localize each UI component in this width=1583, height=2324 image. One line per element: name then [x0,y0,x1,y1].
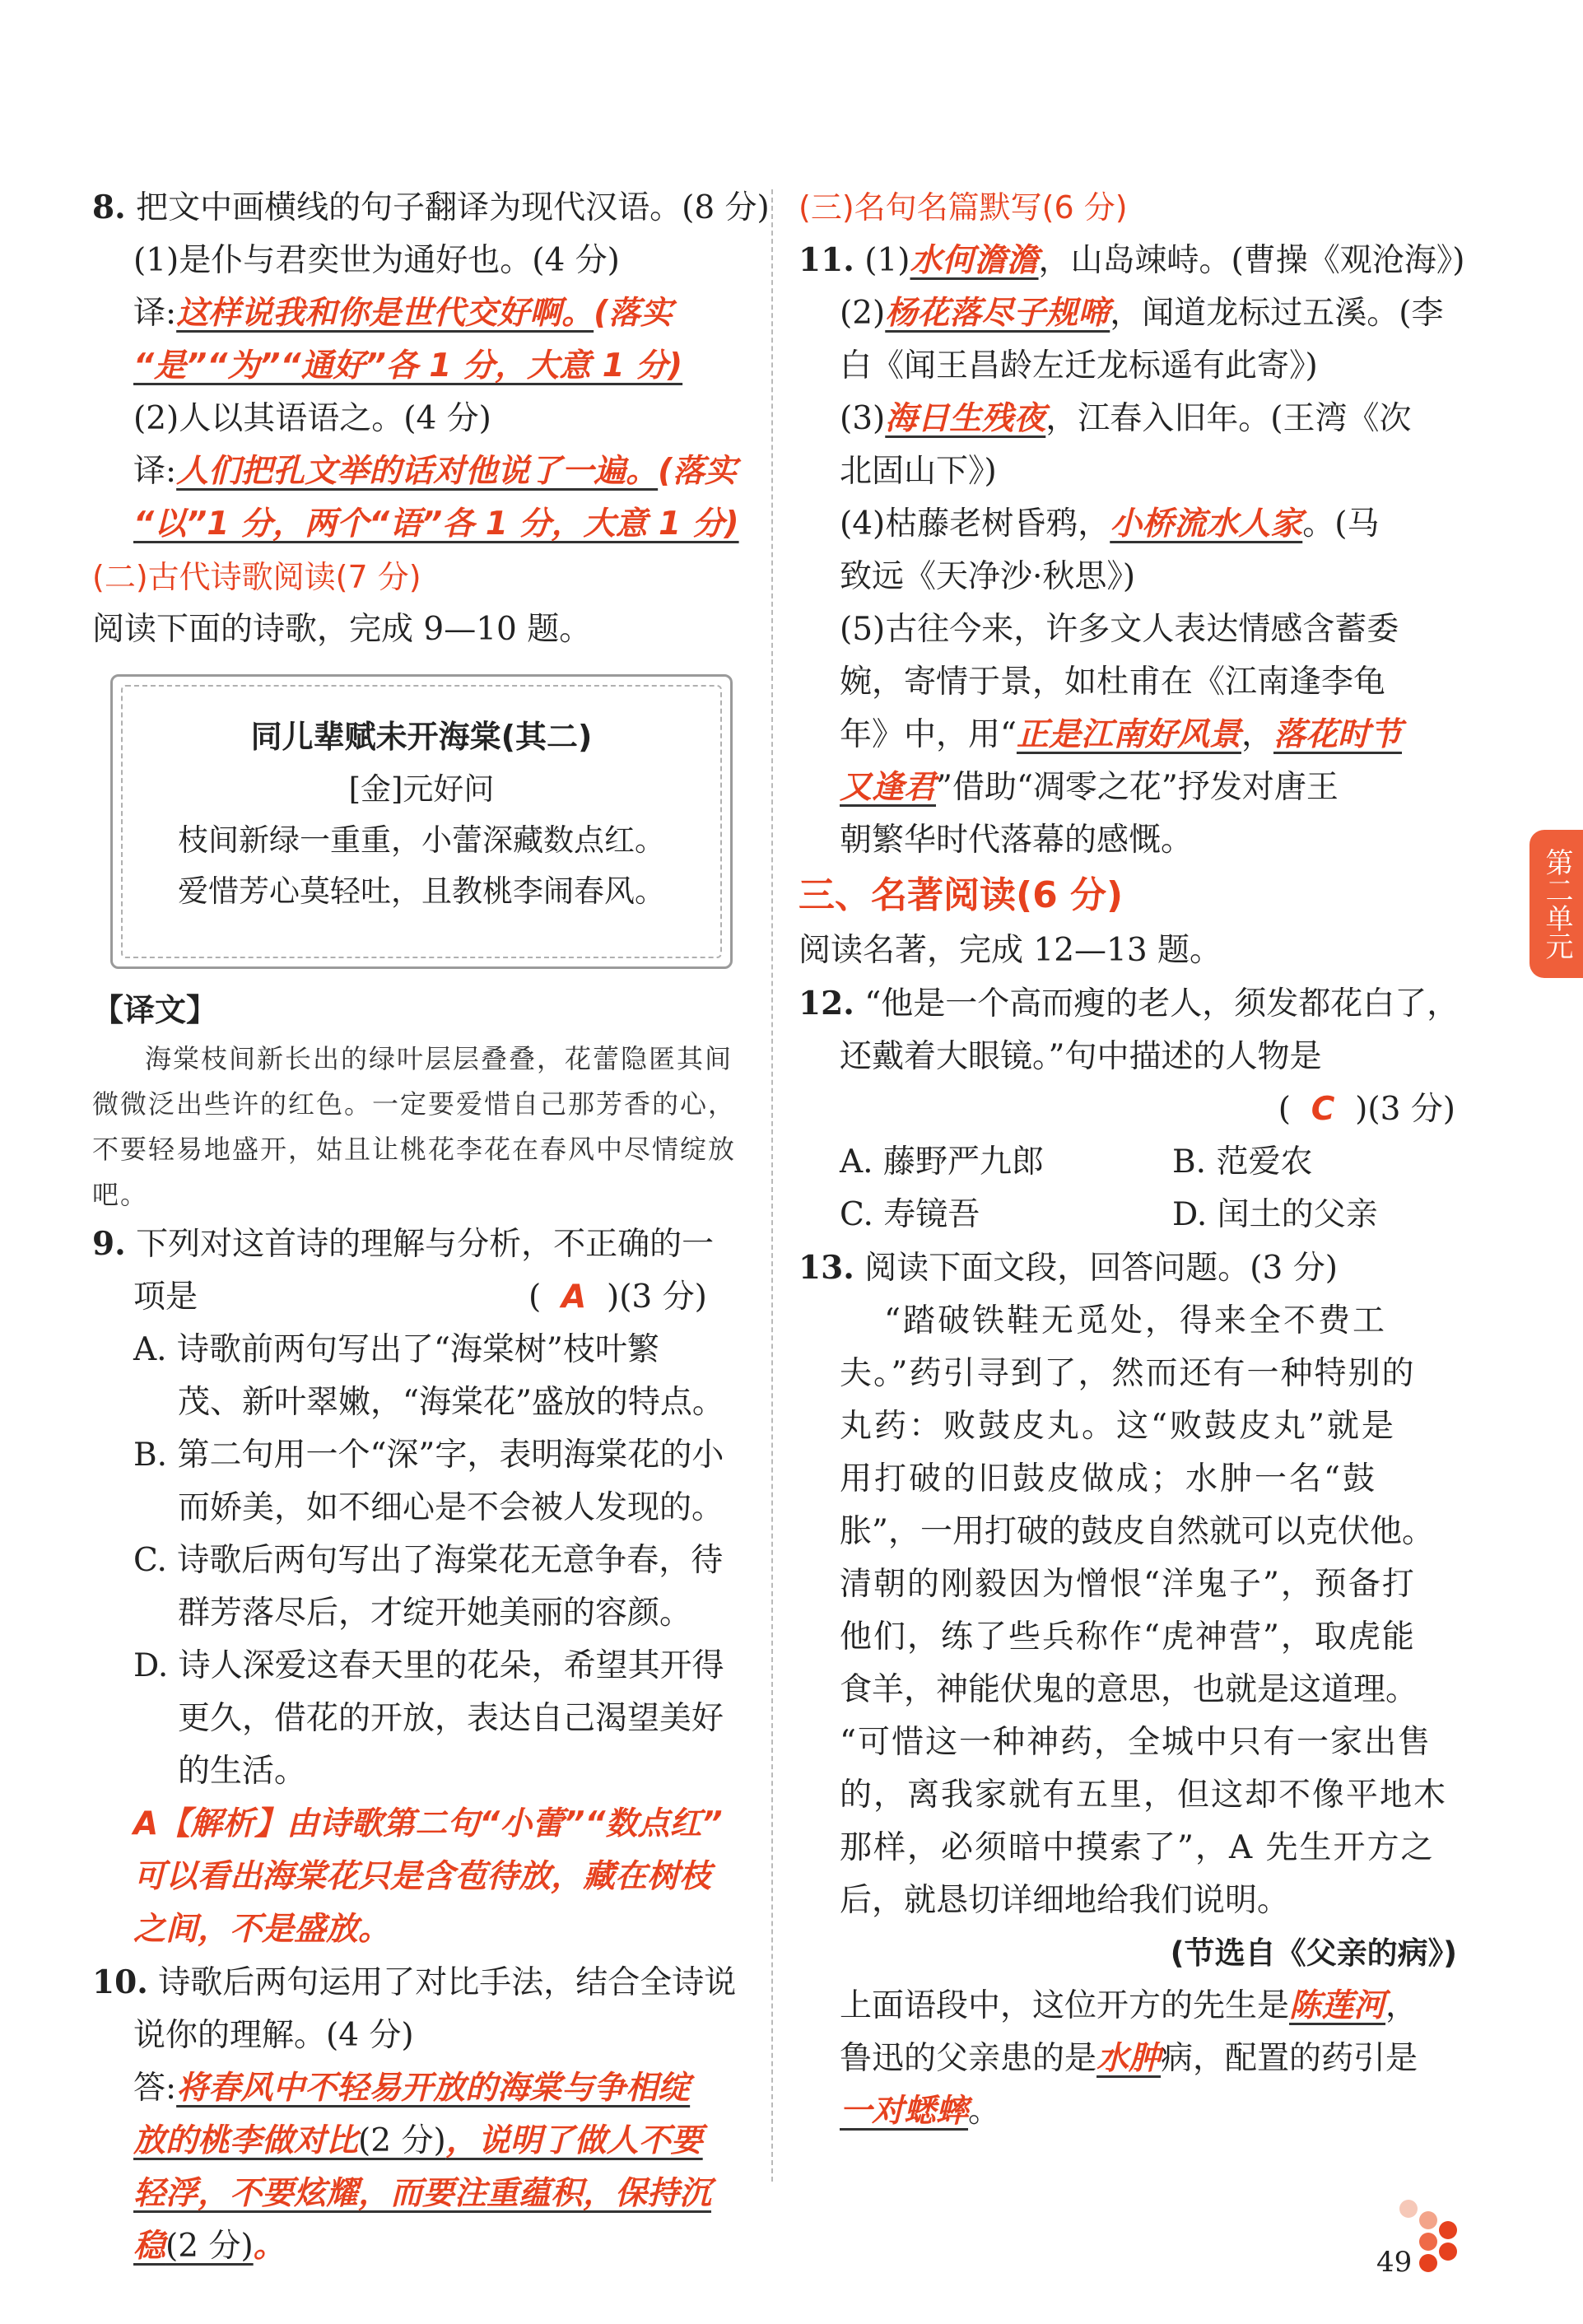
q8-ans2: 译:人们把孔文举的话对他说了一遍。(落实 [133,453,737,490]
q10-answer-3: 轻浮，不要炫耀，而要注重蕴积，保持沉 [133,2175,712,2212]
q9-option-b: B. 第二句用一个“深”字，表明海棠花的小 [133,1437,724,1474]
q13-passage-12: 后，就恳切详细地给我们说明。 [840,1882,1290,1919]
q11-item3-cont: 北固山下》) [840,453,997,490]
q9-option-a: A. 诗歌前两句写出了“海棠树”枝叶繁 [133,1331,659,1368]
decor-dot-1 [1399,2200,1418,2218]
decor-dot-5 [1439,2242,1457,2261]
q12-options-row2: C. 寿镜吾 D. 闰土的父亲 [840,1196,1378,1233]
poem-line-1: 枝间新绿一重重，小蕾深藏数点红。 [178,822,665,858]
column-divider [771,189,773,2182]
page-number: 49 [1376,2246,1413,2279]
right-column [798,181,1465,2138]
q13-question-3: 一对蟋蟀。 [840,2093,1001,2130]
poem-box [110,674,733,969]
left-column [92,181,770,2273]
poem-content [113,710,730,917]
q13-passage-10: 的，离我家就有五里，但这却不像平地木 [840,1777,1448,1814]
q9-option-d-cont: 更久，借花的开放，表达自己渴望美好 [178,1700,724,1737]
q9-option-d: D. 诗人深爱这春天里的花朵，希望其开得 [133,1647,724,1684]
q11-item5-l4: 又逢君”借助“凋零之花”抒发对唐王 [840,769,1339,806]
poem-title: 同儿辈赋未开海棠(其二) [250,719,593,755]
q8-sub1: (1)是仆与君奕世为通好也。(4 分) [133,242,620,279]
q13-passage-11: 那样，必须暗中摸索了”，A 先生开方之 [840,1829,1435,1866]
decor-dot-2 [1419,2211,1437,2229]
q13-source: (节选自《父亲的病》) [1170,1935,1457,1971]
q9-option-a-cont: 茂、新叶翠嫩，“海棠花”盛放的特点。 [178,1384,724,1421]
q8-sub2: (2)人以其语语之。(4 分) [133,400,491,437]
q13-passage-9: “可惜这一种神药，全城中只有一家出售 [840,1724,1432,1761]
q12-answer: C [1311,1091,1335,1128]
q11-item5-l5: 朝繁华时代落幕的感慨。 [840,822,1194,859]
q13-passage-2: 夫。”药引寻到了，然而还有一种特别的 [840,1355,1416,1392]
poem-author: [金]元好问 [348,771,495,807]
q13-question-2: 鲁迅的父亲患的是水肿病，配置的药引是 [840,2040,1418,2077]
q11-item5-l2: 婉，寄情于景，如杜甫在《江南逢李龟 [840,664,1386,701]
q13-question-1: 上面语段中，这位开方的先生是陈莲河， [840,1987,1418,2024]
section-book-heading: 三、名著阅读(6 分) [798,874,1124,916]
q13-passage-7: 他们，练了些兵称作“虎神营”，取虎能 [840,1618,1416,1656]
q11-item5-l1: (5)古往今来，许多文人表达情感含蓄委 [840,611,1399,648]
q9-option-c: C. 诗歌后两句写出了海棠花无意争春，待 [133,1542,724,1579]
q8-stem: 8. 把文中画横线的句子翻译为现代汉语。(8 分) [92,189,770,226]
q9-option-b-cont: 而娇美，如不细心是不会被人发现的。 [178,1489,724,1526]
book-intro: 阅读名著，完成 12—13 题。 [798,932,1222,969]
q13-passage-3: 丸药：败鼓皮丸。这“败鼓皮丸”就是 [840,1408,1396,1445]
unit-side-tab: 第二单元 [1529,830,1583,978]
q11-item4-cont: 致远《天净沙·秋思》) [840,558,1136,595]
q11-item4: (4)枯藤老树昏鸦，小桥流水人家。(马 [840,505,1380,543]
q9-option-c-cont: 群芳落尽后，才绽开她美丽的容颜。 [178,1595,692,1632]
q9-stem-cont: 项是 ( A )(3 分) [92,1271,751,1324]
q8-ans1: 译:这样说我和你是世代交好啊。(落实 [133,295,673,332]
q9-stem: 9. 下列对这首诗的理解与分析，不正确的一 [92,1225,715,1263]
section-poem-heading: (二)古代诗歌阅读(7 分) [92,559,421,595]
q11-item1: 11. (1)水何澹澹，山岛竦峙。(曹操《观沧海》) [798,241,1465,279]
decor-dot-3 [1419,2233,1437,2251]
q9-answer: A [561,1278,587,1316]
translation-text: 海棠枝间新长出的绿叶层层叠叠，花蕾隐匿其间微微泛出些许的红色。一定要爱惜自己那芳香的心，不要轻易地盛开，姑且让桃花李花在春风中尽情绽放吧。 [92,1043,737,1210]
q10-answer-1: 答:将春风中不轻易开放的海棠与争相绽 [133,2070,691,2107]
poem-intro: 阅读下面的诗歌，完成 9—10 题。 [92,611,592,648]
q9-explanation-1: A【解析】由诗歌第二句“小蕾”“数点红” [133,1805,723,1842]
q10-stem-cont: 说你的理解。(4 分) [133,2017,414,2054]
poem-line-2: 爱惜芳心莫轻吐，且教桃李闹春风。 [178,873,665,909]
q13-passage-6: 清朝的刚毅因为憎恨“洋鬼子”，预备打 [840,1566,1416,1603]
q13-passage-1: “踏破铁鞋无觅处，得来全不费工 [884,1302,1387,1339]
q8-ans2-cont: “以”1 分，两个“语”各 1 分，大意 1 分) [133,505,739,543]
decor-dot-4 [1439,2221,1457,2239]
q9-option-d-cont2: 的生活。 [178,1753,307,1790]
translation-heading: 【译文】 [92,992,218,1028]
q9-explanation-2: 可以看出海棠花只是含苞待放，藏在树枝 [133,1858,712,1895]
q11-item3: (3)海日生残夜，江春入旧年。(王湾《次 [840,400,1412,437]
q13-passage-4: 用打破的旧鼓皮做成；水肿一名“鼓 [840,1460,1377,1497]
q8-ans1-cont: “是”“为”“通好”各 1 分，大意 1 分) [133,347,683,384]
q9-answer-bracket: ( A )(3 分) [528,1278,707,1316]
q12-stem-cont: 还戴着大眼镜。”句中描述的人物是 [840,1038,1322,1075]
section-quote-heading: (三)名句名篇默写(6 分) [798,189,1128,226]
q13-passage-8: 食羊，神能伏鬼的意思，也就是这道理。 [840,1671,1418,1708]
q12-answer-bracket: ( C )(3 分) [1278,1091,1455,1128]
q11-item5-l3: 年》中，用“正是江南好风景，落花时节 [840,716,1402,753]
q11-item2-cont: 白《闻王昌龄左迁龙标遥有此寄》) [840,347,1318,384]
q10-stem: 10. 诗歌后两句运用了对比手法，结合全诗说 [92,1963,737,2001]
q11-item2: (2)杨花落尽子规啼，闻道龙标过五溪。(李 [840,295,1444,332]
q9-explanation-3: 之间，不是盛放。 [133,1911,391,1948]
q13-passage-5: 胀”，一用打破的鼓皮自然就可以克伏他。 [840,1513,1434,1550]
q12-options-row1: A. 藤野严九郎 B. 范爱农 [840,1143,1313,1181]
q10-answer-2: 放的桃李做对比(2 分)，说明了做人不要 [133,2122,703,2159]
q13-stem: 13. 阅读下面文段，回答问题。(3 分) [798,1249,1338,1287]
q10-answer-4: 稳(2 分)。 [133,2228,286,2265]
decor-dot-6 [1419,2254,1437,2272]
q12-stem: 12. “他是一个高而瘦的老人，须发都花白了， [798,985,1460,1022]
